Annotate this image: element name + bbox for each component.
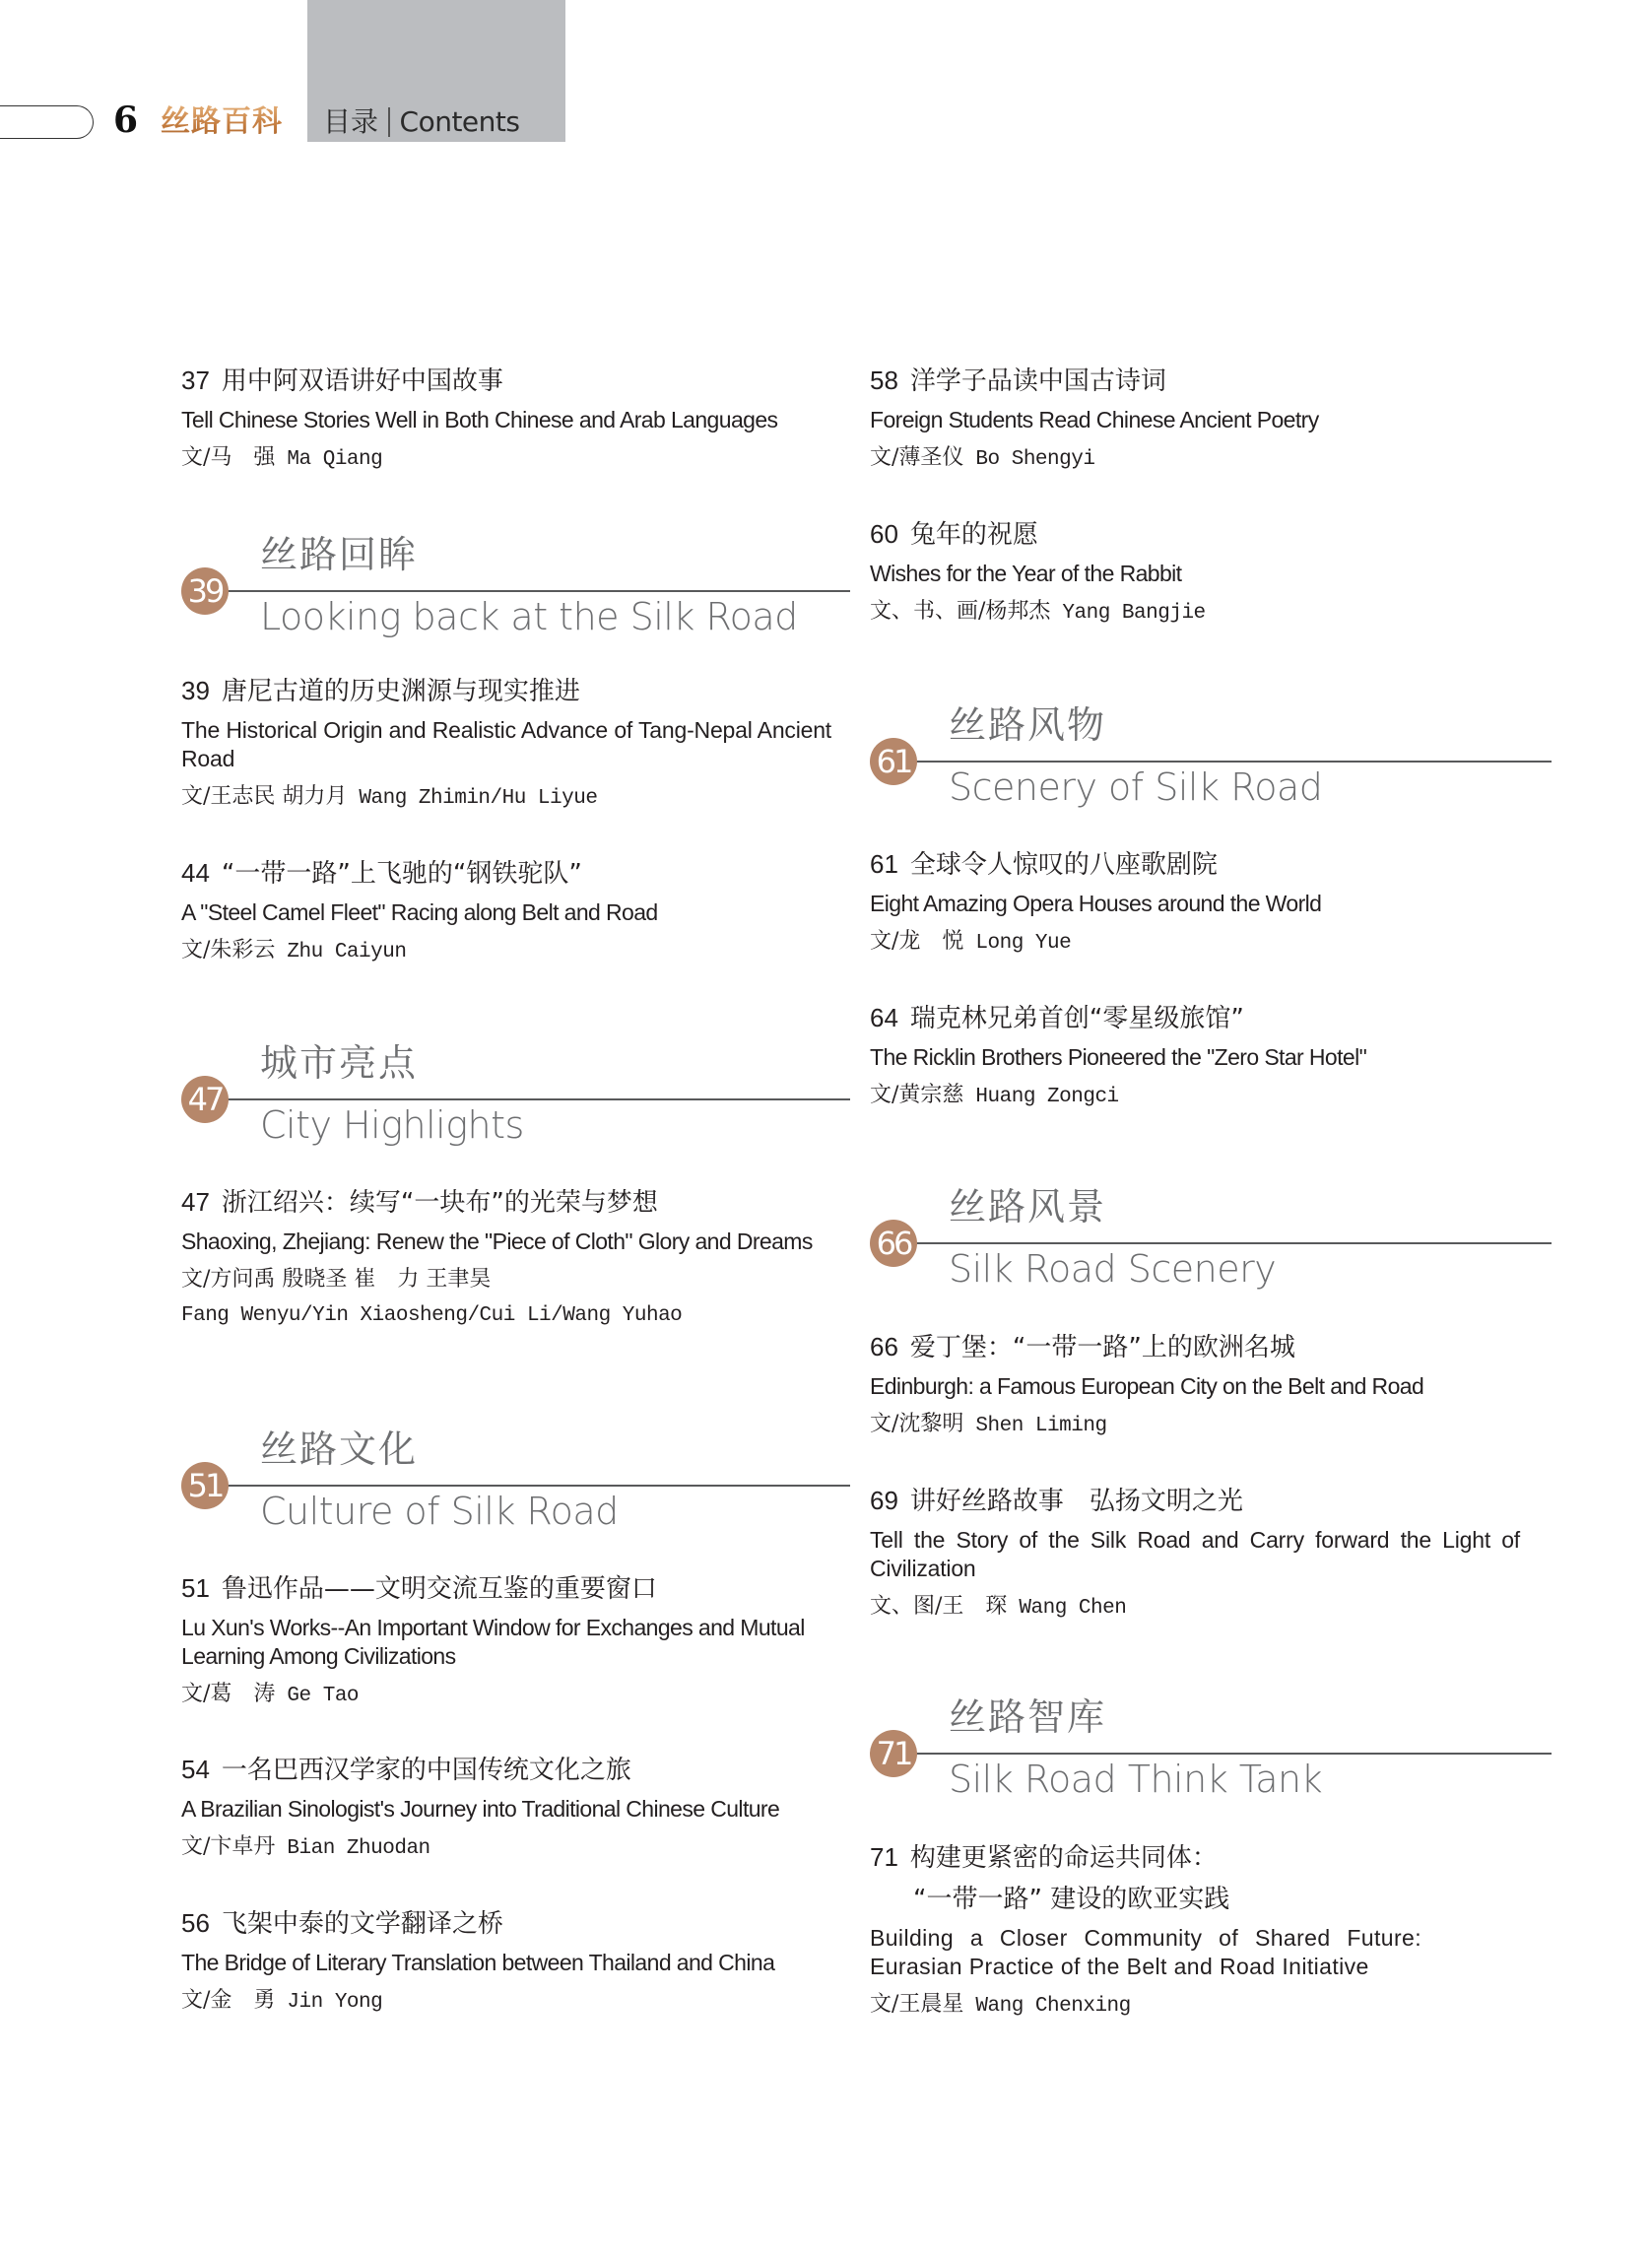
section-title-en: Silk Road Think Tank [949,1758,1323,1801]
section-rule [901,1753,1552,1755]
toc-entry-51[interactable] [181,1570,831,1711]
author-en: Ma Qiang [287,448,383,471]
section-page-badge: 61 [870,738,917,785]
entry-page-number: 47 [181,1187,210,1217]
entry-title-en: Lu Xun's Works--An Important Window for Exchanges and Mutual Learning Among Civilizations [181,1615,805,1669]
entry-author-cn: 文/方问禹 殷晓圣 崔 力 王聿昊 [181,1267,492,1292]
entry-page-number: 51 [181,1573,210,1603]
entry-author-en: Fang Wenyu/Yin Xiaosheng/Cui Li/Wang Yuhao [181,1304,683,1327]
entry-title-en: Eight Amazing Opera Houses around the World [870,891,1322,916]
toc-entry-39[interactable] [181,673,831,814]
section-title-cn: 丝路风景 [949,1185,1107,1228]
entry-author [870,1081,1520,1112]
section-page-badge: 39 [181,567,229,615]
author-en: Wang Zhimin/Hu Liyue [359,787,598,810]
author-cn: 文/沈黎明 [870,1412,964,1436]
toc-entry-58[interactable] [870,363,1520,475]
page-tab-shape [0,105,94,139]
brand-logo: 丝路百科 [161,102,283,142]
section-rule [213,1098,850,1100]
entry-title-cn: 洋学子品读中国古诗词 [909,366,1166,396]
entry-title-en: Wishes for the Year of the Rabbit [870,561,1182,586]
author-en: Bo Shengyi [975,448,1095,471]
entry-title-en: A Brazilian Sinologist's Journey into Traditional Chinese Culture [181,1796,780,1822]
entry-author [181,1680,831,1711]
author-en: Jin Yong [287,1991,383,2014]
entry-page-number: 58 [870,365,898,395]
toc-entry-66[interactable] [870,1329,1520,1441]
entry-title-cn: 飞架中泰的文学翻译之桥 [221,1909,503,1939]
author-en: Yang Bangjie [1062,602,1206,625]
contents-title [323,104,519,140]
entry-title-cn: 瑞克林兄弟首创“零星级旅馆” [909,1004,1244,1033]
contents-title-en: Contents [399,105,520,138]
section-rule [901,761,1552,763]
author-cn: 文/龙 悦 [870,929,964,954]
entry-title-en: A "Steel Camel Fleet" Racing along Belt and Road [181,899,658,925]
author-cn: 文/王晨星 [870,1992,964,2017]
toc-entry-60[interactable] [870,516,1520,629]
section-title-en: Culture of Silk Road [260,1490,619,1533]
entry-author [181,1832,831,1864]
entry-title-en: Tell the Story of the Silk Road and Carry forward the Light of Civilization [870,1527,1520,1581]
entry-title-cn: 唐尼古道的历史渊源与现实推进 [221,677,580,706]
section-rule [213,1485,850,1487]
entry-author [870,1990,1421,2022]
entry-title-cn-line2: “一带一路” 建设的欧亚实践 [913,1885,1230,1914]
author-en: Wang Chen [1019,1597,1127,1620]
author-en: Bian Zhuodan [287,1837,430,1860]
entry-author [870,1410,1520,1441]
entry-title-cn: 爱丁堡：“一带一路”上的欧洲名城 [909,1333,1295,1362]
section-title-cn: 丝路智库 [949,1695,1107,1739]
toc-entry-54[interactable] [181,1752,831,1864]
section-page-badge: 51 [181,1462,229,1509]
author-cn: 文/黄宗慈 [870,1083,964,1107]
toc-entry-56[interactable] [181,1905,831,2018]
entry-title-cn: 一名巴西汉学家的中国传统文化之旅 [221,1756,631,1785]
section-title-en: City Highlights [260,1103,524,1147]
entry-page-number: 66 [870,1332,898,1361]
author-cn: 文/王志民 胡力月 [181,784,348,809]
entry-page-number: 54 [181,1755,210,1784]
entry-page-number: 71 [870,1842,898,1872]
entry-author [181,1986,831,2018]
entry-title-cn: 鲁迅作品——文明交流互鉴的重要窗口 [221,1574,657,1604]
entry-title-en: The Historical Origin and Realistic Advance of Tang-Nepal Ancient Road [181,717,831,771]
contents-title-cn: 目录 [323,105,379,138]
author-en: Wang Chenxing [975,1995,1131,2018]
author-cn: 文/朱彩云 [181,938,276,963]
entry-author [870,927,1520,959]
entry-title-cn: 构建更紧密的命运共同体： [909,1843,1218,1873]
entry-title-cn: 用中阿双语讲好中国故事 [221,366,503,396]
entry-title-en: Shaoxing, Zhejiang: Renew the "Piece of Cloth" Glory and Dreams [181,1228,813,1254]
author-cn: 文/葛 涛 [181,1682,276,1706]
author-cn: 文、图/王 琛 [870,1594,1008,1619]
author-en: Long Yue [975,932,1072,955]
section-title-cn: 丝路回眸 [260,533,419,576]
entry-title-cn: 讲好丝路故事 弘扬文明之光 [909,1487,1243,1516]
section-title-en: Silk Road Scenery [949,1247,1277,1291]
entry-author [181,782,831,814]
entry-page-number: 44 [181,858,210,888]
entry-page-number: 56 [181,1908,210,1938]
entry-title-cn: 兔年的祝愿 [909,520,1038,550]
toc-entry-69[interactable] [870,1483,1520,1624]
entry-title-cn: 浙江绍兴：续写“一块布”的光荣与梦想 [221,1188,658,1218]
entry-page-number: 69 [870,1486,898,1515]
section-page-badge: 66 [870,1220,917,1267]
section-title-en: Scenery of Silk Road [949,765,1323,809]
author-en: Zhu Caiyun [287,941,407,963]
entry-title-en: Foreign Students Read Chinese Ancient Poetry [870,407,1319,432]
title-divider [388,107,390,137]
toc-entry-47[interactable] [181,1184,831,1330]
entry-author [181,936,831,967]
toc-entry-37[interactable] [181,363,831,475]
entry-title-en: The Bridge of Literary Translation between Thailand and China [181,1950,775,1975]
author-cn: 文、书、画/杨邦杰 [870,599,1051,624]
author-cn: 文/薄圣仪 [870,445,964,470]
toc-entry-64[interactable] [870,1000,1520,1112]
entry-title-cn: 全球令人惊叹的八座歌剧院 [909,850,1218,880]
section-title-cn: 丝路风物 [949,703,1107,747]
toc-entry-61[interactable] [870,846,1520,959]
toc-entry-71[interactable] [870,1839,1421,2022]
section-page-badge: 47 [181,1076,229,1123]
entry-page-number: 64 [870,1003,898,1032]
entry-author [870,597,1520,629]
author-cn: 文/卞卓丹 [181,1834,276,1859]
section-title-en: Looking back at the Silk Road [260,595,798,638]
section-rule [901,1242,1552,1244]
toc-entry-44[interactable] [181,855,831,967]
entry-page-number: 60 [870,519,898,549]
entry-page-number: 39 [181,676,210,705]
entry-title-en: Tell Chinese Stories Well in Both Chinese and Arab Languages [181,407,778,432]
author-en: Shen Liming [975,1415,1107,1437]
entry-author [870,443,1520,475]
author-cn: 文/马 强 [181,445,276,470]
entry-title-cn: “一带一路”上飞驰的“钢铁驼队” [221,859,582,889]
section-rule [213,590,850,592]
entry-author [870,1592,1520,1624]
entry-page-number: 37 [181,365,210,395]
entry-page-number: 61 [870,849,898,879]
section-page-badge: 71 [870,1730,917,1777]
entry-title-en: Edinburgh: a Famous European City on the Belt and Road [870,1373,1424,1399]
author-cn: 文/金 勇 [181,1988,276,2013]
entry-title-en: The Ricklin Brothers Pioneered the "Zero Star Hotel" [870,1044,1367,1070]
page-number: 6 [113,100,139,141]
entry-author [181,443,831,475]
entry-title-en: Building a Closer Community of Shared Future: Eurasian Practice of the Belt and Road Initiative [870,1925,1421,1979]
section-title-cn: 丝路文化 [260,1427,419,1471]
author-en: Huang Zongci [975,1086,1119,1108]
author-en: Ge Tao [287,1685,360,1707]
section-title-cn: 城市亮点 [260,1041,419,1085]
